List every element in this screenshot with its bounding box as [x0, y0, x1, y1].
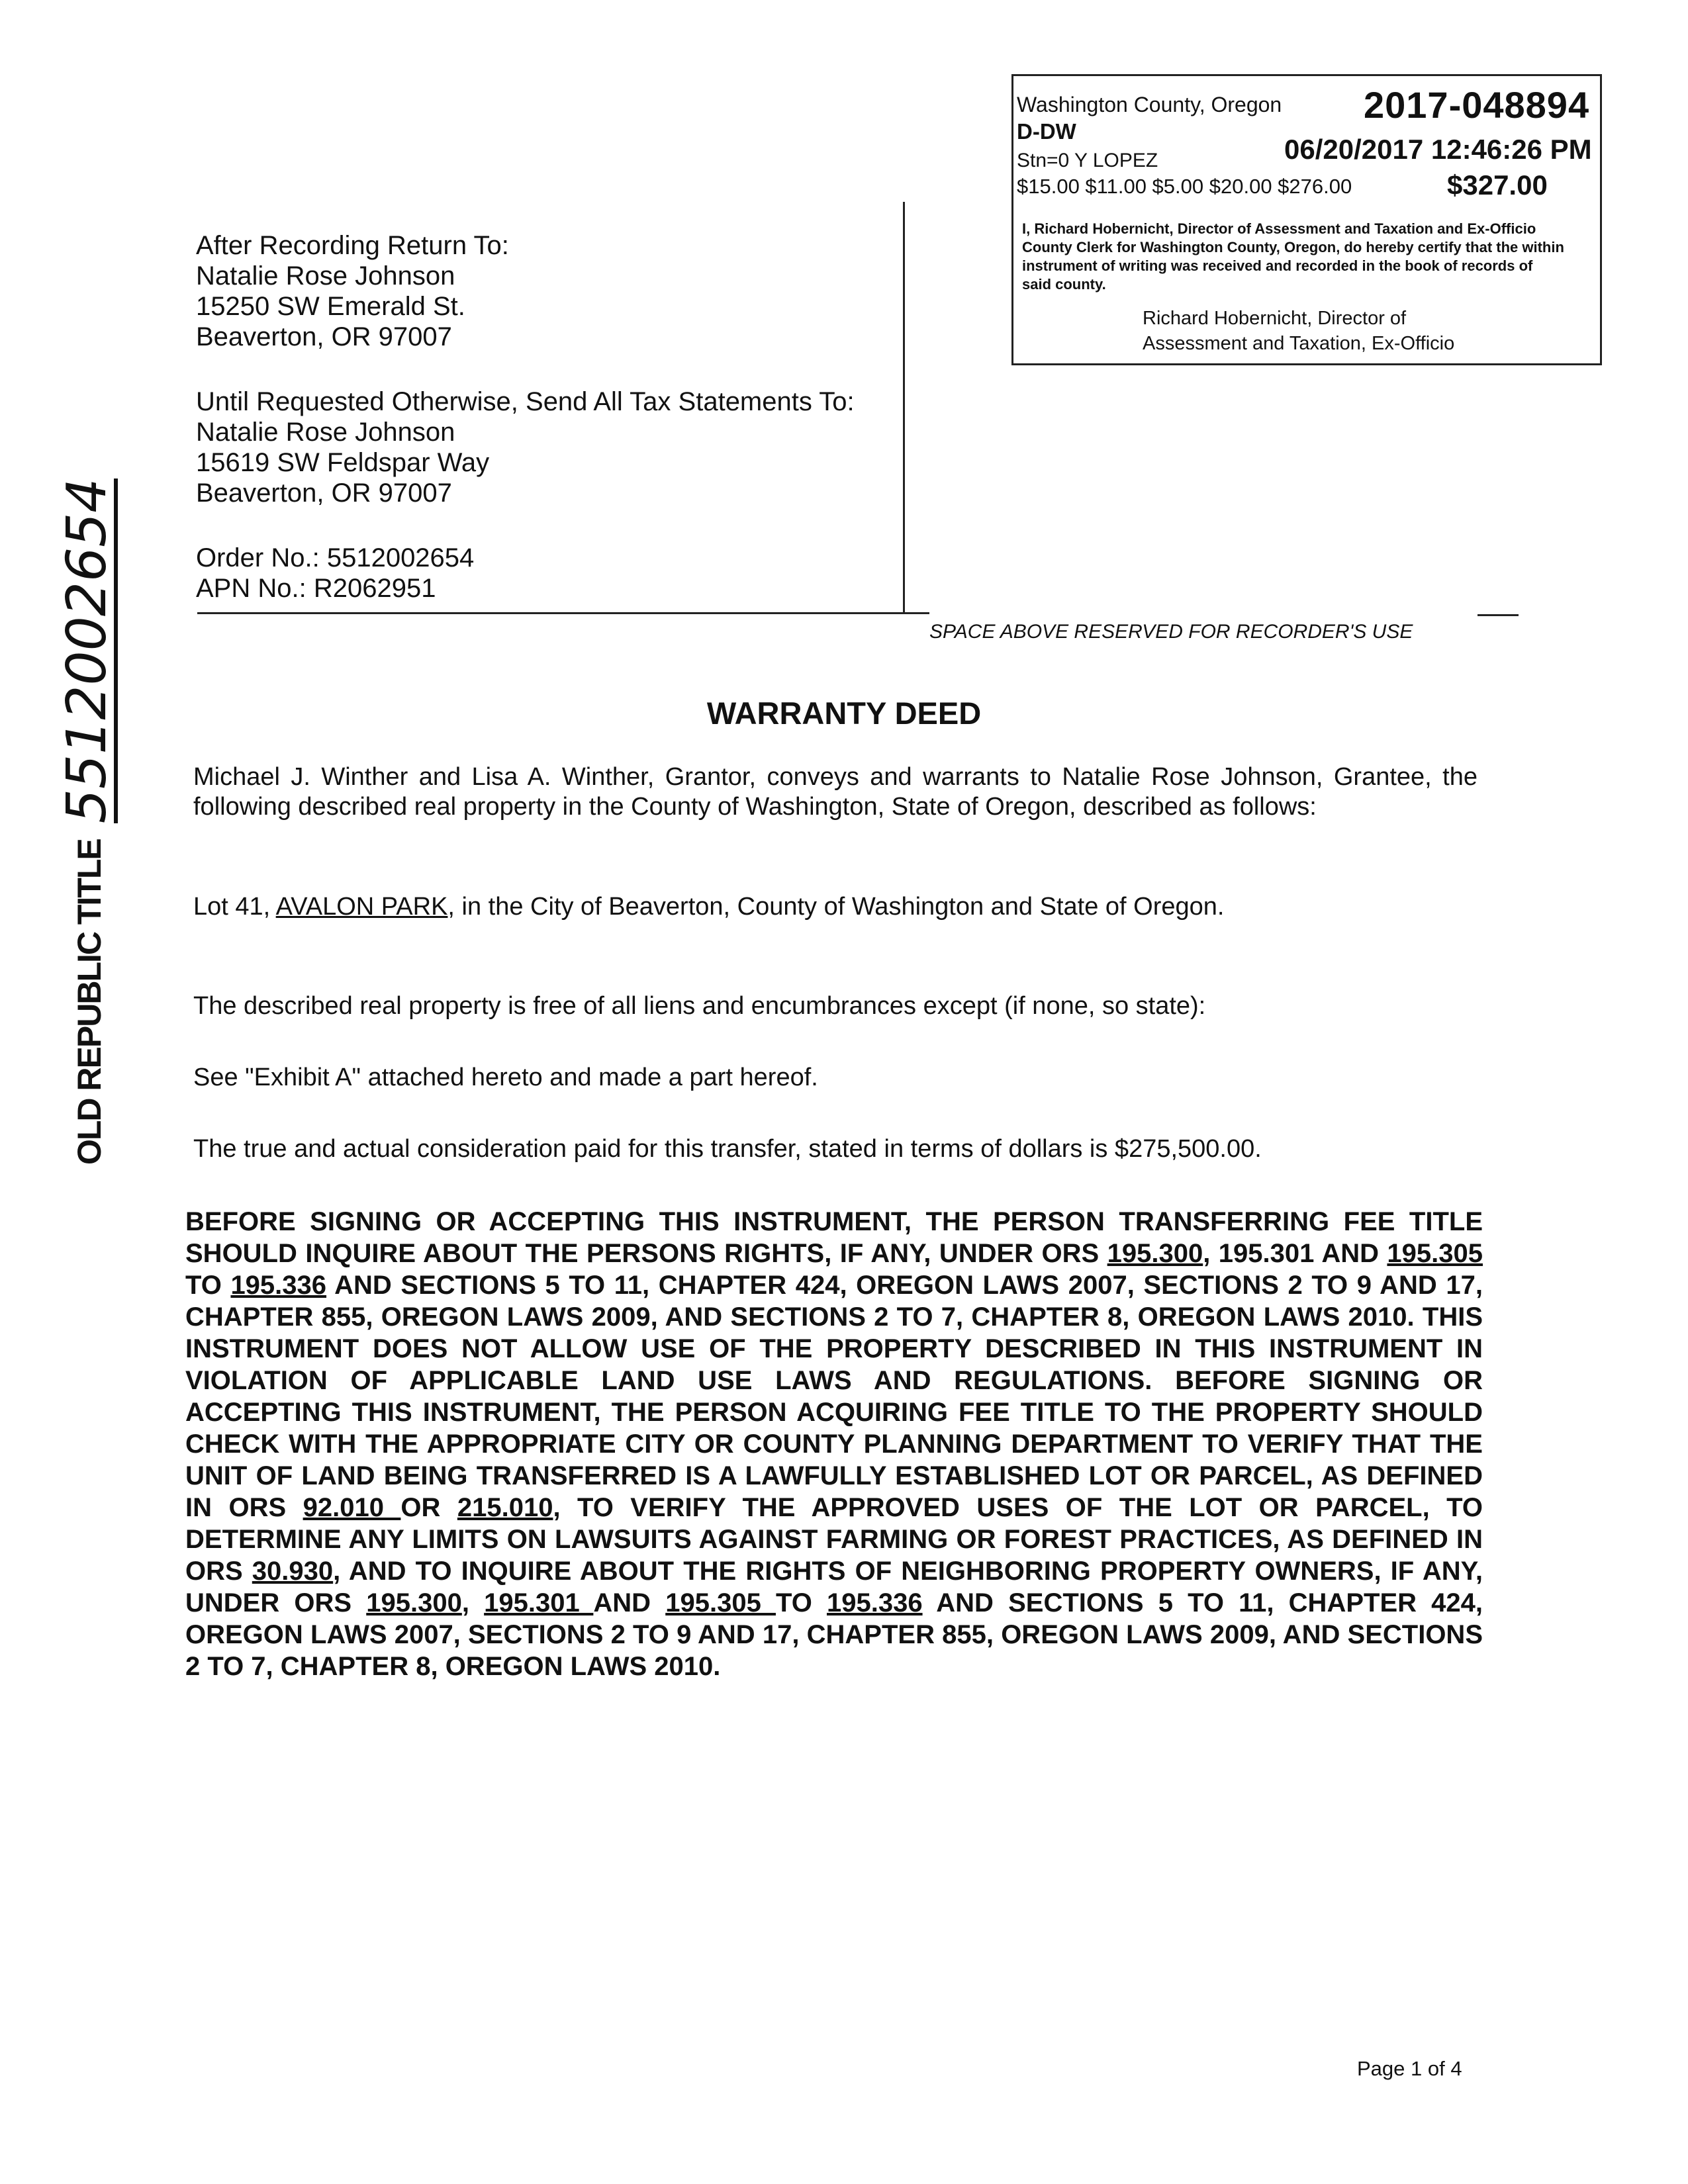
statute-ref: 195.336: [826, 1588, 923, 1617]
statute-ref: 195.305: [665, 1588, 776, 1617]
liens-statement: The described real property is free of all liens and encumbrances except (if none, so state):: [193, 992, 1206, 1020]
statute-ref: 195.336: [230, 1271, 327, 1300]
recording-total: $327.00: [1447, 169, 1548, 201]
legal-text: , TO VERIFY THE APPROVED USES OF THE LOT OR PARCEL, TO DETERMINE ANY LIMITS ON LAWSUITS AGAINST FARMING OR FOREST PRACTICES, AS DEFINED IN ORS: [185, 1493, 1483, 1586]
grant-clause: Michael J. Winther and Lisa A. Winther, Grantor, conveys and warrants to Natalie Rose Johnson, Grantee, the following described real property in the County of Washington, State of Oregon, described as follows:: [193, 763, 1477, 821]
page-number: Page 1 of 4: [1357, 2057, 1462, 2080]
tax-city: Beaverton, OR 97007: [196, 478, 452, 508]
legal-text: ,: [461, 1588, 485, 1617]
lot-suffix: , in the City of Beaverton, County of Washington and State of Oregon.: [447, 893, 1225, 921]
statutory-warning: [185, 1206, 1483, 1682]
legal-text: OR: [400, 1493, 457, 1522]
return-to-heading: After Recording Return To:: [196, 231, 509, 260]
recorder-station: Stn=0 Y LOPEZ: [1017, 150, 1158, 171]
order-block: [196, 543, 474, 604]
statute-ref: 195.300: [366, 1588, 462, 1617]
return-to-city: Beaverton, OR 97007: [196, 322, 452, 351]
statute-ref: 195.301: [484, 1588, 594, 1617]
title-company-stamp: OLD REPUBLIC TITLE: [71, 839, 108, 1165]
statute-ref: 195.305: [1387, 1239, 1483, 1268]
statute-ref: 30.930: [252, 1557, 334, 1586]
statute-ref: 92.010: [303, 1493, 401, 1522]
header-divider-horizontal: [197, 612, 929, 614]
header-divider-short: [1477, 614, 1519, 616]
return-to-block: [196, 230, 509, 352]
legal-text: BEFORE SIGNING OR ACCEPTING THIS INSTRUMENT, THE PERSON TRANSFERRING FEE TITLE SHOULD INQUIRE ABOUT THE PERSONS RIGHTS, IF ANY, UNDER ORS: [185, 1207, 1483, 1268]
statute-ref: 195.300: [1107, 1239, 1203, 1268]
consideration-statement: The true and actual consideration paid for this transfer, stated in terms of dollars is $275,500.00.: [193, 1135, 1262, 1163]
order-number: Order No.: 5512002654: [196, 543, 475, 572]
legal-text: , 195.301 AND: [1203, 1239, 1387, 1268]
tax-name: Natalie Rose Johnson: [196, 418, 455, 447]
recorder-county: Washington County, Oregon: [1017, 93, 1282, 116]
return-to-street: 15250 SW Emerald St.: [196, 292, 465, 321]
recording-fees: $15.00 $11.00 $5.00 $20.00 $276.00: [1017, 175, 1352, 198]
recorder-signer: [1143, 306, 1540, 356]
legal-text: AND SECTIONS 5 TO 11, CHAPTER 424, OREGON LAWS 2007, SECTIONS 2 TO 9 AND 17, CHAPTER 855, OREGON LAWS 2009, AND SECTIONS 2 TO 7, CHAPTER 8, OREGON LAWS 2010. THIS INSTRUMENT DOES NOT ALLOW USE OF THE PROPERTY DESCRIBED IN THIS INSTRUMENT IN VIOLATION OF APPLICABLE LAND USE LAWS AND REGULATIONS. BEFORE SIGNING OR ACCEPTING THIS INSTRUMENT, THE PERSON ACQUIRING FEE TITLE TO THE PROPERTY SHOULD CHECK WITH THE APPROPRIATE CITY OR COUNTY PLANNING DEPARTMENT TO VERIFY THAT THE UNIT OF LAND BEING TRANSFERRED IS A LAWFULLY ESTABLISHED LOT OR PARCEL, AS DEFINED IN ORS: [185, 1271, 1483, 1522]
recording-datetime: 06/20/2017 12:46:26 PM: [1284, 134, 1592, 165]
legal-text: , AND TO INQUIRE ABOUT THE RIGHTS OF NEIGHBORING PROPERTY OWNERS, IF ANY, UNDER ORS: [185, 1557, 1483, 1617]
document-number: 2017-048894: [1364, 84, 1590, 126]
exhibit-reference: See "Exhibit A" attached hereto and made a part hereof.: [193, 1064, 818, 1091]
header-divider-vertical: [903, 202, 905, 612]
property-description: [193, 892, 1477, 922]
signer-line-1: Richard Hobernicht, Director of: [1143, 308, 1407, 329]
tax-heading: Until Requested Otherwise, Send All Tax Statements To:: [196, 387, 855, 416]
tax-street: 15619 SW Feldspar Way: [196, 448, 490, 477]
legal-text: AND SECTIONS 5 TO 11, CHAPTER 424, OREGON LAWS 2007, SECTIONS 2 TO 9 AND 17, CHAPTER 855, OREGON LAWS 2009, AND SECTIONS 2 TO 7, CHAPTER 8, OREGON LAWS 2010.: [185, 1588, 1483, 1681]
legal-text: TO: [775, 1588, 827, 1617]
deed-title: WARRANTY DEED: [706, 696, 982, 731]
signer-line-2: Assessment and Taxation, Ex-Officio: [1143, 333, 1455, 354]
document-type: D-DW: [1017, 119, 1076, 144]
subdivision-name: AVALON PARK: [275, 893, 448, 921]
recorder-certification: I, Richard Hobernicht, Director of Assessment and Taxation and Ex-Officio County Clerk for Washington County, Oregon, do hereby certify that the within instrument of writing was received and recorded in the book of records of said county.: [1022, 220, 1564, 293]
lot-prefix: Lot 41,: [193, 893, 276, 921]
tax-statements-block: [196, 387, 855, 508]
return-to-name: Natalie Rose Johnson: [196, 261, 455, 291]
handwritten-order-number: 5512002654: [56, 478, 118, 824]
legal-text: AND: [593, 1588, 666, 1617]
recorder-reserved-note: SPACE ABOVE RESERVED FOR RECORDER'S USE: [929, 621, 1413, 643]
statute-ref: 215.010: [457, 1493, 553, 1522]
legal-text: TO: [185, 1271, 231, 1300]
apn-number: APN No.: R2062951: [196, 574, 436, 603]
